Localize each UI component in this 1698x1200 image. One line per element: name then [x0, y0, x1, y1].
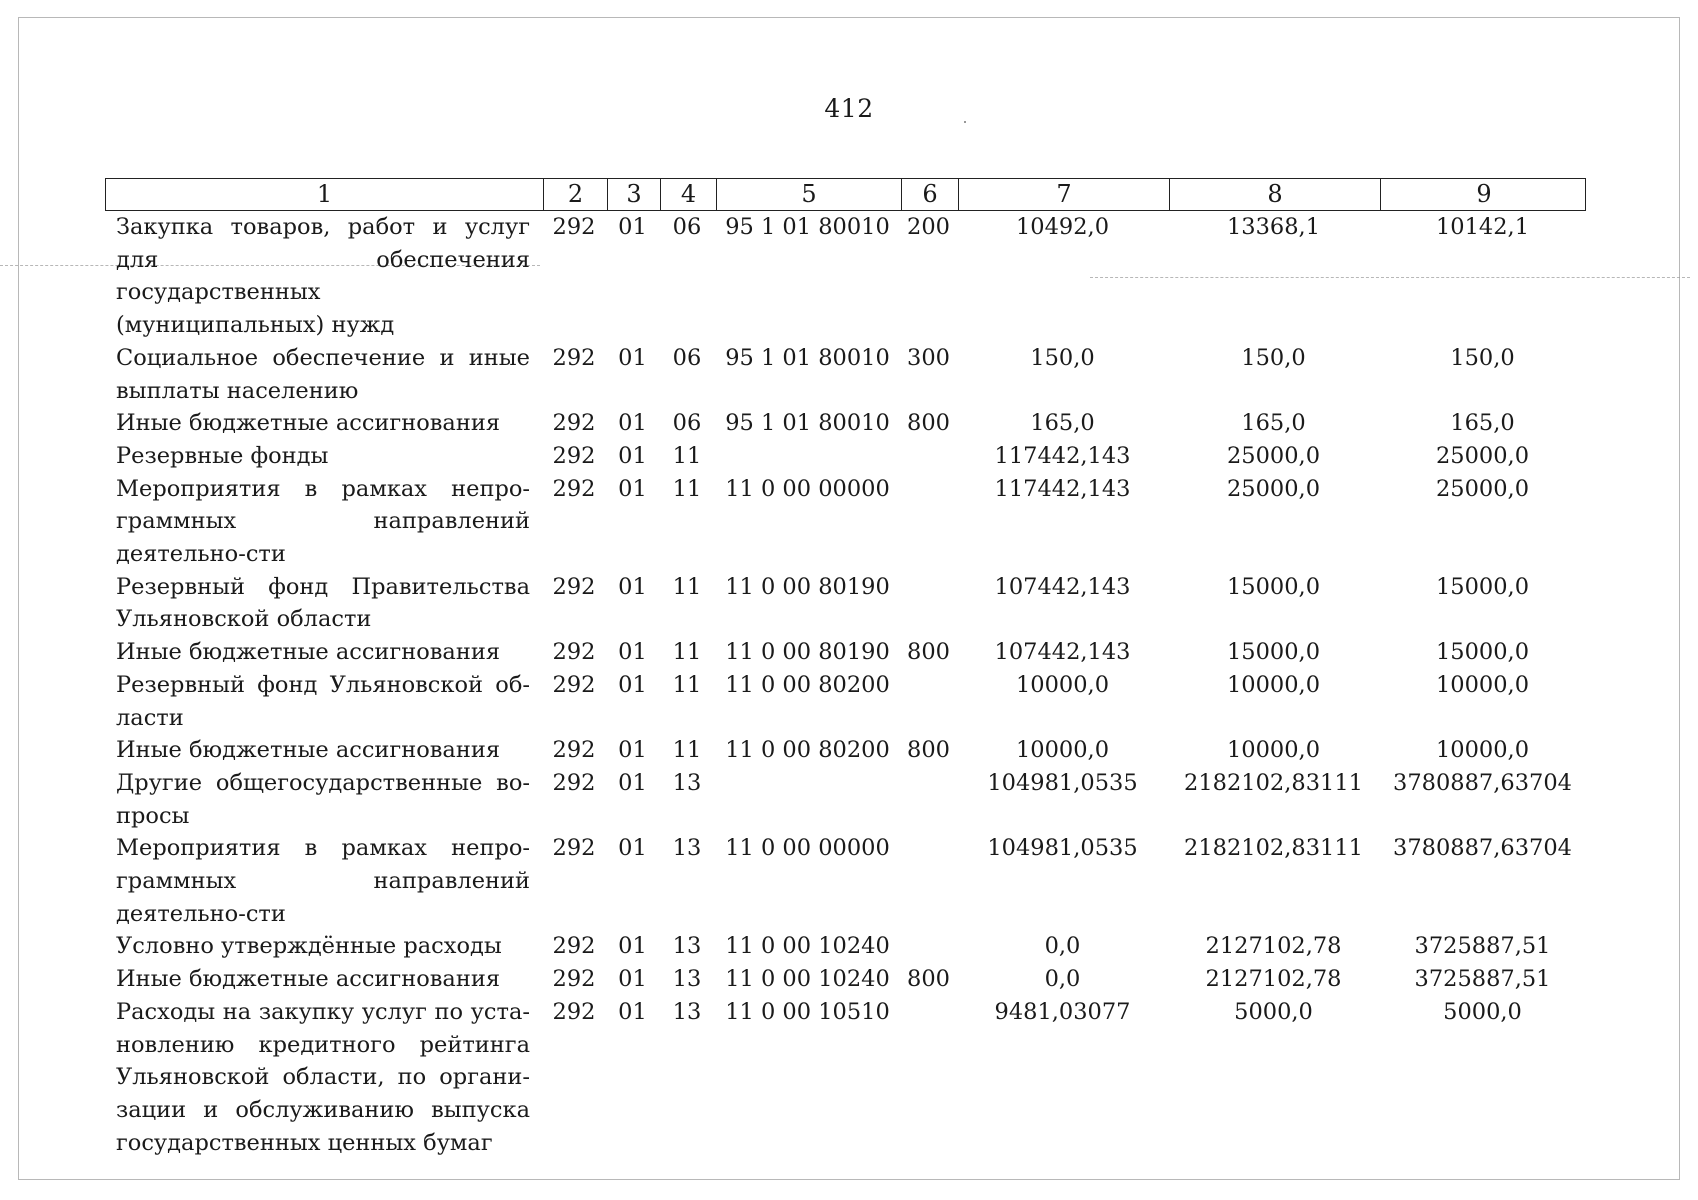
target-article-cell: 95 1 01 80010: [725, 410, 890, 437]
amount-year2-cell: 165,0: [1241, 410, 1306, 437]
expense-type-cell: 300: [907, 344, 950, 371]
subsection-cell: 13: [672, 933, 702, 960]
expense-type-cell: [900, 440, 957, 473]
target-article-cell: 11 0 00 00000: [725, 835, 890, 862]
amount-year3-cell: 25000,0: [1435, 442, 1530, 469]
table-row: [105, 832, 1586, 930]
table-row: [105, 963, 1586, 996]
amount-year1-cell: 107442,143: [994, 573, 1131, 600]
header-cell: 6: [901, 179, 958, 210]
amount-year1-cell: 10000,0: [1015, 737, 1110, 764]
row-name-cell: Иные бюджетные ассигнования: [116, 966, 501, 993]
amount-year1-cell: 0,0: [1044, 966, 1081, 993]
table-row: [105, 342, 1586, 407]
header-cell: 8: [1169, 179, 1380, 210]
gradm-cell: 292: [552, 769, 596, 796]
section-cell: 01: [618, 214, 647, 240]
gradm-cell: 292: [552, 573, 596, 600]
subsection-cell: 13: [672, 835, 702, 862]
page-number: 412: [824, 94, 874, 123]
section-cell: 01: [618, 639, 647, 666]
subsection-cell: 06: [672, 214, 702, 240]
row-name-cell: Резервный фонд Правительства Ульяновской области: [116, 573, 530, 633]
gradm-cell: 292: [552, 442, 596, 469]
table-header: [105, 178, 1586, 211]
gradm-cell: 292: [552, 835, 596, 862]
table-body: [105, 211, 1586, 1159]
amount-year1-cell: 104981,0535: [987, 769, 1138, 796]
table-row: [105, 996, 1586, 1160]
amount-year1-cell: 10492,0: [1015, 214, 1110, 240]
target-article-cell: [715, 767, 900, 832]
target-article-cell: 11 0 00 80190: [725, 639, 890, 666]
amount-year3-cell: 10142,1: [1435, 214, 1530, 240]
section-cell: 01: [618, 410, 647, 437]
amount-year2-cell: 10000,0: [1226, 737, 1321, 764]
expense-type-cell: [900, 571, 957, 636]
section-cell: 01: [618, 835, 647, 862]
gradm-cell: 292: [552, 475, 596, 502]
gradm-cell: 292: [552, 344, 596, 371]
target-article-cell: [715, 440, 900, 473]
table-row: [105, 636, 1586, 669]
row-name-cell: Условно утверждённые расходы: [116, 933, 502, 960]
gradm-cell: 292: [552, 639, 596, 666]
subsection-cell: 11: [672, 671, 702, 698]
amount-year2-cell: 150,0: [1241, 344, 1306, 371]
gradm-cell: 292: [552, 214, 596, 240]
row-name-cell: Мероприятия в рамках непро-граммных направлений деятельно-сти: [116, 475, 530, 568]
subsection-cell: 13: [672, 769, 702, 796]
amount-year2-cell: 13368,1: [1226, 214, 1321, 240]
amount-year2-cell: 2127102,78: [1205, 933, 1342, 960]
amount-year1-cell: 150,0: [1030, 344, 1095, 371]
target-article-cell: 11 0 00 00000: [725, 475, 890, 502]
table-row: [105, 767, 1586, 832]
expense-type-cell: 800: [907, 410, 950, 437]
row-name-cell: Резервные фонды: [116, 442, 329, 469]
row-name-cell: Другие общегосударственные во-просы: [116, 769, 530, 829]
target-article-cell: 11 0 00 10240: [725, 933, 890, 960]
amount-year1-cell: 117442,143: [994, 442, 1131, 469]
expense-type-cell: [900, 473, 957, 571]
expense-type-cell: 800: [907, 639, 950, 666]
section-cell: 01: [618, 737, 647, 764]
subsection-cell: 11: [672, 475, 702, 502]
target-article-cell: 11 0 00 80190: [725, 573, 890, 600]
gradm-cell: 292: [552, 671, 596, 698]
subsection-cell: 13: [672, 966, 702, 993]
section-cell: 01: [618, 769, 647, 796]
row-name-cell: Социальное обеспечение и иные выплаты населению: [116, 344, 530, 404]
section-cell: 01: [618, 442, 647, 469]
subsection-cell: 11: [672, 737, 702, 764]
amount-year3-cell: 3780887,63704: [1393, 769, 1572, 796]
table-row: [105, 440, 1586, 473]
expense-type-cell: [900, 669, 957, 734]
amount-year3-cell: 10000,0: [1435, 737, 1530, 764]
row-name-cell: Закупка товаров, работ и услуг для обеспечения государственных (муниципальных) нужд: [116, 214, 530, 339]
expense-type-cell: 800: [907, 737, 950, 764]
row-name-cell: Расходы на закупку услуг по уста-новлению кредитного рейтинга Ульяновской области, по органи-зации и обслуживанию выпуска государственных ценных бумаг: [116, 998, 530, 1156]
gradm-cell: 292: [552, 933, 596, 960]
row-name-cell: Мероприятия в рамках непро-граммных направлений деятельно-сти: [116, 835, 530, 927]
amount-year3-cell: 25000,0: [1435, 475, 1530, 502]
amount-year1-cell: 9481,03077: [994, 998, 1131, 1025]
section-cell: 01: [618, 998, 647, 1025]
header-cell: 3: [607, 179, 660, 210]
gradm-cell: 292: [552, 737, 596, 764]
amount-year1-cell: 0,0: [1044, 933, 1081, 960]
expense-type-cell: 200: [907, 214, 950, 240]
table-row: [105, 734, 1586, 767]
subsection-cell: 13: [672, 998, 702, 1025]
gradm-cell: 292: [552, 410, 596, 437]
expense-type-cell: [900, 767, 957, 832]
amount-year2-cell: 15000,0: [1226, 573, 1321, 600]
amount-year1-cell: 117442,143: [994, 475, 1131, 502]
expense-type-cell: [900, 930, 957, 963]
amount-year3-cell: 3725887,51: [1414, 933, 1551, 960]
header-cell: 2: [543, 179, 607, 210]
subsection-cell: 06: [672, 344, 702, 371]
subsection-cell: 11: [672, 639, 702, 666]
table-row: [105, 473, 1586, 571]
header-cell: 5: [716, 179, 901, 210]
target-article-cell: 11 0 00 80200: [725, 737, 890, 764]
section-cell: 01: [618, 573, 647, 600]
gradm-cell: 292: [552, 966, 596, 993]
target-article-cell: 95 1 01 80010: [725, 344, 890, 371]
header-cell: 9: [1380, 179, 1587, 210]
amount-year2-cell: 2127102,78: [1205, 966, 1342, 993]
amount-year1-cell: 165,0: [1030, 410, 1095, 437]
amount-year2-cell: 25000,0: [1226, 475, 1321, 502]
section-cell: 01: [618, 933, 647, 960]
target-article-cell: 95 1 01 80010: [725, 214, 890, 240]
section-cell: 01: [618, 966, 647, 993]
section-cell: 01: [618, 475, 647, 502]
table-row: [105, 571, 1586, 636]
table-row: [105, 407, 1586, 440]
budget-table: [105, 178, 1586, 1159]
section-cell: 01: [618, 671, 647, 698]
header-cell: 1: [316, 180, 333, 208]
section-cell: 01: [618, 344, 647, 371]
amount-year3-cell: 150,0: [1450, 344, 1515, 371]
row-name-cell: Резервный фонд Ульяновской об-ласти: [116, 671, 530, 731]
header-cell: 7: [958, 179, 1169, 210]
subsection-cell: 11: [672, 573, 702, 600]
amount-year3-cell: 3725887,51: [1414, 966, 1551, 993]
amount-year2-cell: 2182102,83111: [1184, 835, 1363, 862]
expense-type-cell: [900, 832, 957, 930]
scan-speck: [964, 121, 966, 123]
amount-year1-cell: 107442,143: [994, 639, 1131, 666]
subsection-cell: 11: [672, 442, 702, 469]
expense-type-cell: [900, 996, 957, 1160]
row-name-cell: Иные бюджетные ассигнования: [116, 639, 501, 666]
amount-year2-cell: 15000,0: [1226, 639, 1321, 666]
amount-year3-cell: 5000,0: [1443, 998, 1522, 1025]
target-article-cell: 11 0 00 10240: [725, 966, 890, 993]
amount-year3-cell: 15000,0: [1435, 639, 1530, 666]
amount-year1-cell: 104981,0535: [987, 835, 1138, 862]
row-name-cell: Иные бюджетные ассигнования: [116, 737, 501, 764]
gradm-cell: 292: [552, 998, 596, 1025]
table-row: [105, 669, 1586, 734]
subsection-cell: 06: [672, 410, 702, 437]
amount-year3-cell: 165,0: [1450, 410, 1515, 437]
target-article-cell: 11 0 00 10510: [725, 998, 890, 1025]
row-name-cell: Иные бюджетные ассигнования: [116, 410, 501, 437]
amount-year2-cell: 10000,0: [1226, 671, 1321, 698]
amount-year1-cell: 10000,0: [1015, 671, 1110, 698]
amount-year2-cell: 2182102,83111: [1184, 769, 1363, 796]
table-row: [105, 930, 1586, 963]
amount-year2-cell: 25000,0: [1226, 442, 1321, 469]
amount-year3-cell: 15000,0: [1435, 573, 1530, 600]
amount-year2-cell: 5000,0: [1234, 998, 1313, 1025]
amount-year3-cell: 3780887,63704: [1393, 835, 1572, 862]
expense-type-cell: 800: [907, 966, 950, 993]
header-cell: 4: [660, 179, 716, 210]
target-article-cell: 11 0 00 80200: [725, 671, 890, 698]
amount-year3-cell: 10000,0: [1435, 671, 1530, 698]
table-row: [105, 211, 1586, 342]
